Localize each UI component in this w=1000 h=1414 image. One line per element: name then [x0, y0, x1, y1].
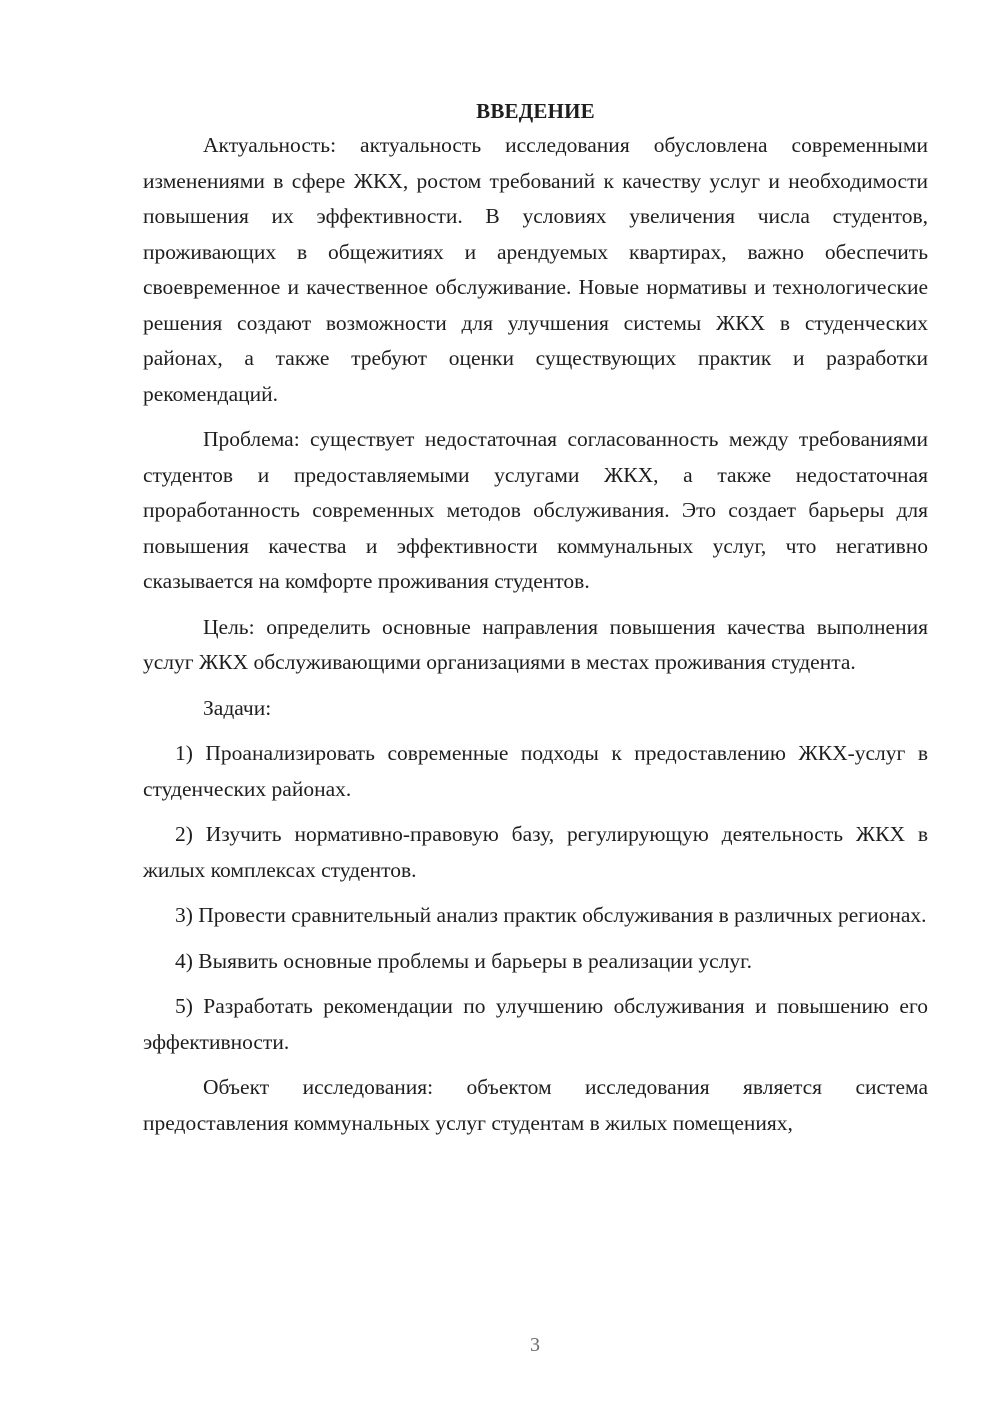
relevance-paragraph: Актуальность: актуальность исследования обусловлена современными изменениями в сфере ЖКХ, ростом требований к качеству услуг и необходимости повышения их эффективности. В условиях увеличения числа студентов, проживающих в общежитиях и арендуемых квартирах, важно обеспечить своевременное и качественное обслуживание. Новые нормативы и технологические решения создают возможности для улучшения системы ЖКХ в студенческих районах, а также требуют оценки существующих практик и разработки рекомендаций.: [143, 133, 928, 406]
task-item-2: 2) Изучить нормативно-правовую базу, регулирующую деятельность ЖКХ в жилых комплексах студентов.: [143, 822, 928, 882]
task-item-4: 4) Выявить основные проблемы и барьеры в реализации услуг.: [175, 948, 752, 973]
section-heading: ВВЕДЕНИЕ: [476, 99, 595, 123]
object-paragraph: Объект исследования: объектом исследования является система предоставления коммунальных услуг студентам в жилых помещениях,: [143, 1075, 928, 1135]
page-content: [143, 96, 928, 1151]
task-item-3: 3) Провести сравнительный анализ практик обслуживания в различных регионах.: [175, 903, 927, 927]
goal-paragraph: Цель: определить основные направления повышения качества выполнения услуг ЖКХ обслуживающими организациями в местах проживания студента.: [143, 614, 928, 674]
page-number: 3: [530, 1334, 540, 1356]
problem-paragraph: Проблема: существует недостаточная согласованность между требованиями студентов и предоставляемыми услугами ЖКХ, а также недостаточная проработанность современных методов обслуживания. Это создает барьеры для повышения качества и эффективности коммунальных услуг, что негативно сказывается на комфорте проживания студентов.: [143, 427, 928, 593]
tasks-label: Задачи:: [203, 695, 272, 720]
task-item-1: 1) Проанализировать современные подходы к предоставлению ЖКХ-услуг в студенческих районах.: [143, 741, 928, 801]
task-item-5: 5) Разработать рекомендации по улучшению обслуживания и повышению его эффективности.: [143, 994, 928, 1054]
